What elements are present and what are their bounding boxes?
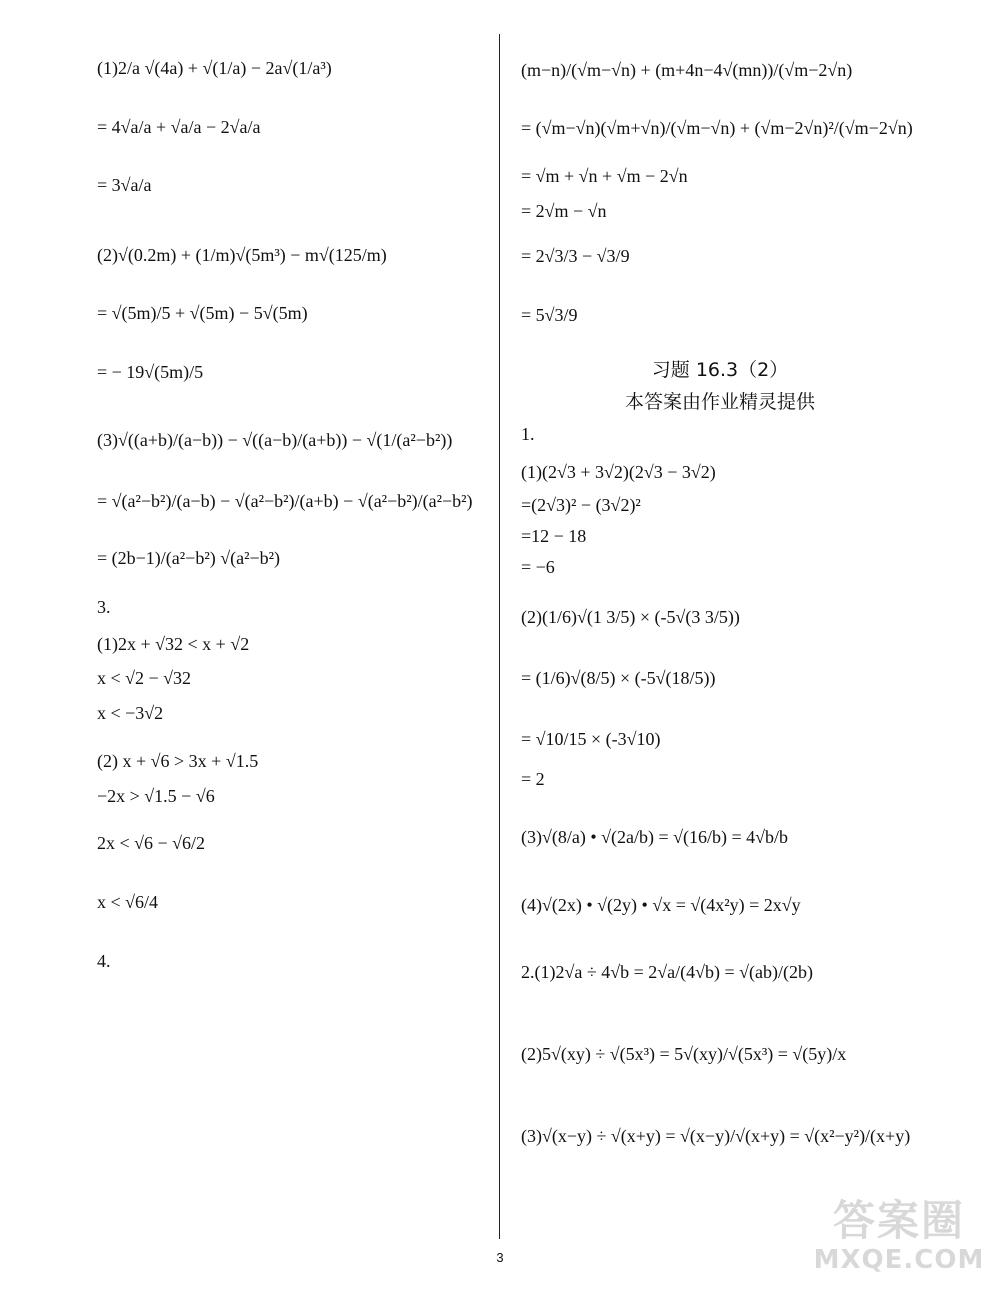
math-line: = √(a²−b²)/(a−b) − √(a²−b²)/(a+b) − √(a²−b²)/(a²−b²) <box>97 491 473 511</box>
math-line: (3)√((a+b)/(a−b)) − √((a−b)/(a+b)) − √(1/(a²−b²)) <box>97 430 453 450</box>
question-number: 1. <box>521 424 535 444</box>
math-line: 2.(1)2√a ÷ 4√b = 2√a/(4√b) = √(ab)/(2b) <box>521 962 813 982</box>
math-line: = √m + √n + √m − 2√n <box>521 166 688 186</box>
section-title: 习题 16.3（2） <box>651 359 789 381</box>
math-line: =12 − 18 <box>521 526 587 546</box>
question-number: 3. <box>97 597 111 617</box>
math-line: = (√m−√n)(√m+√n)/(√m−√n) + (√m−2√n)²/(√m−2√n) <box>521 118 913 138</box>
math-line: (m−n)/(√m−√n) + (m+4n−4√(mn))/(√m−2√n) <box>521 60 853 80</box>
section-subtitle: 本答案由作业精灵提供 <box>624 391 815 413</box>
math-line: (3)√(x−y) ÷ √(x+y) = √(x−y)/√(x+y) = √(x²−y²)/(x+y) <box>521 1126 911 1146</box>
math-line: = 3√a/a <box>97 175 152 195</box>
math-line: = 2 <box>521 769 545 789</box>
math-line: x < √2 − √32 <box>97 668 192 688</box>
math-line: (2)√(0.2m) + (1/m)√(5m³) − m√(125/m) <box>97 245 387 265</box>
watermark-bottom: MXQE.COM <box>813 1245 985 1275</box>
question-number: 4. <box>97 951 111 971</box>
math-line: x < √6/4 <box>97 892 159 912</box>
math-line: (1)2/a √(4a) + √(1/a) − 2a√(1/a³) <box>97 58 332 78</box>
column-divider <box>499 34 500 1239</box>
math-line: x < −3√2 <box>97 703 164 723</box>
math-line: = 5√3/9 <box>521 305 578 325</box>
math-line: 2x < √6 − √6/2 <box>97 833 206 853</box>
math-line: = √10/15 × (-3√10) <box>521 729 661 749</box>
math-line: = √(5m)/5 + √(5m) − 5√(5m) <box>97 303 308 323</box>
math-line: (3)√(8/a) • √(2a/b) = √(16/b) = 4√b/b <box>521 827 789 847</box>
math-line: (2)(1/6)√(1 3/5) × (-5√(3 3/5)) <box>521 607 740 627</box>
math-line: (2)5√(xy) ÷ √(5x³) = 5√(xy)/√(5x³) = √(5y)/x <box>521 1044 847 1064</box>
math-line: = (1/6)√(8/5) × (-5√(18/5)) <box>521 668 716 688</box>
page-number: 3 <box>496 1250 504 1265</box>
math-line: (1)2x + √32 < x + √2 <box>97 634 250 654</box>
math-line: −2x > √1.5 − √6 <box>97 786 215 806</box>
math-line: = −6 <box>521 557 555 577</box>
math-line: = − 19√(5m)/5 <box>97 362 204 382</box>
math-line: = (2b−1)/(a²−b²) √(a²−b²) <box>97 548 281 568</box>
math-line: = 2√m − √n <box>521 201 607 221</box>
math-line: (1)(2√3 + 3√2)(2√3 − 3√2) <box>521 462 716 482</box>
math-line: (2) x + √6 > 3x + √1.5 <box>97 751 259 771</box>
math-line: = 4√a/a + √a/a − 2√a/a <box>97 117 261 137</box>
math-line: = 2√3/3 − √3/9 <box>521 246 630 266</box>
math-line: =(2√3)² − (3√2)² <box>521 495 641 515</box>
watermark-logo <box>804 1197 994 1283</box>
watermark-top: 答案圈 <box>832 1196 965 1245</box>
math-line: (4)√(2x) • √(2y) • √x = √(4x²y) = 2x√y <box>521 895 801 915</box>
